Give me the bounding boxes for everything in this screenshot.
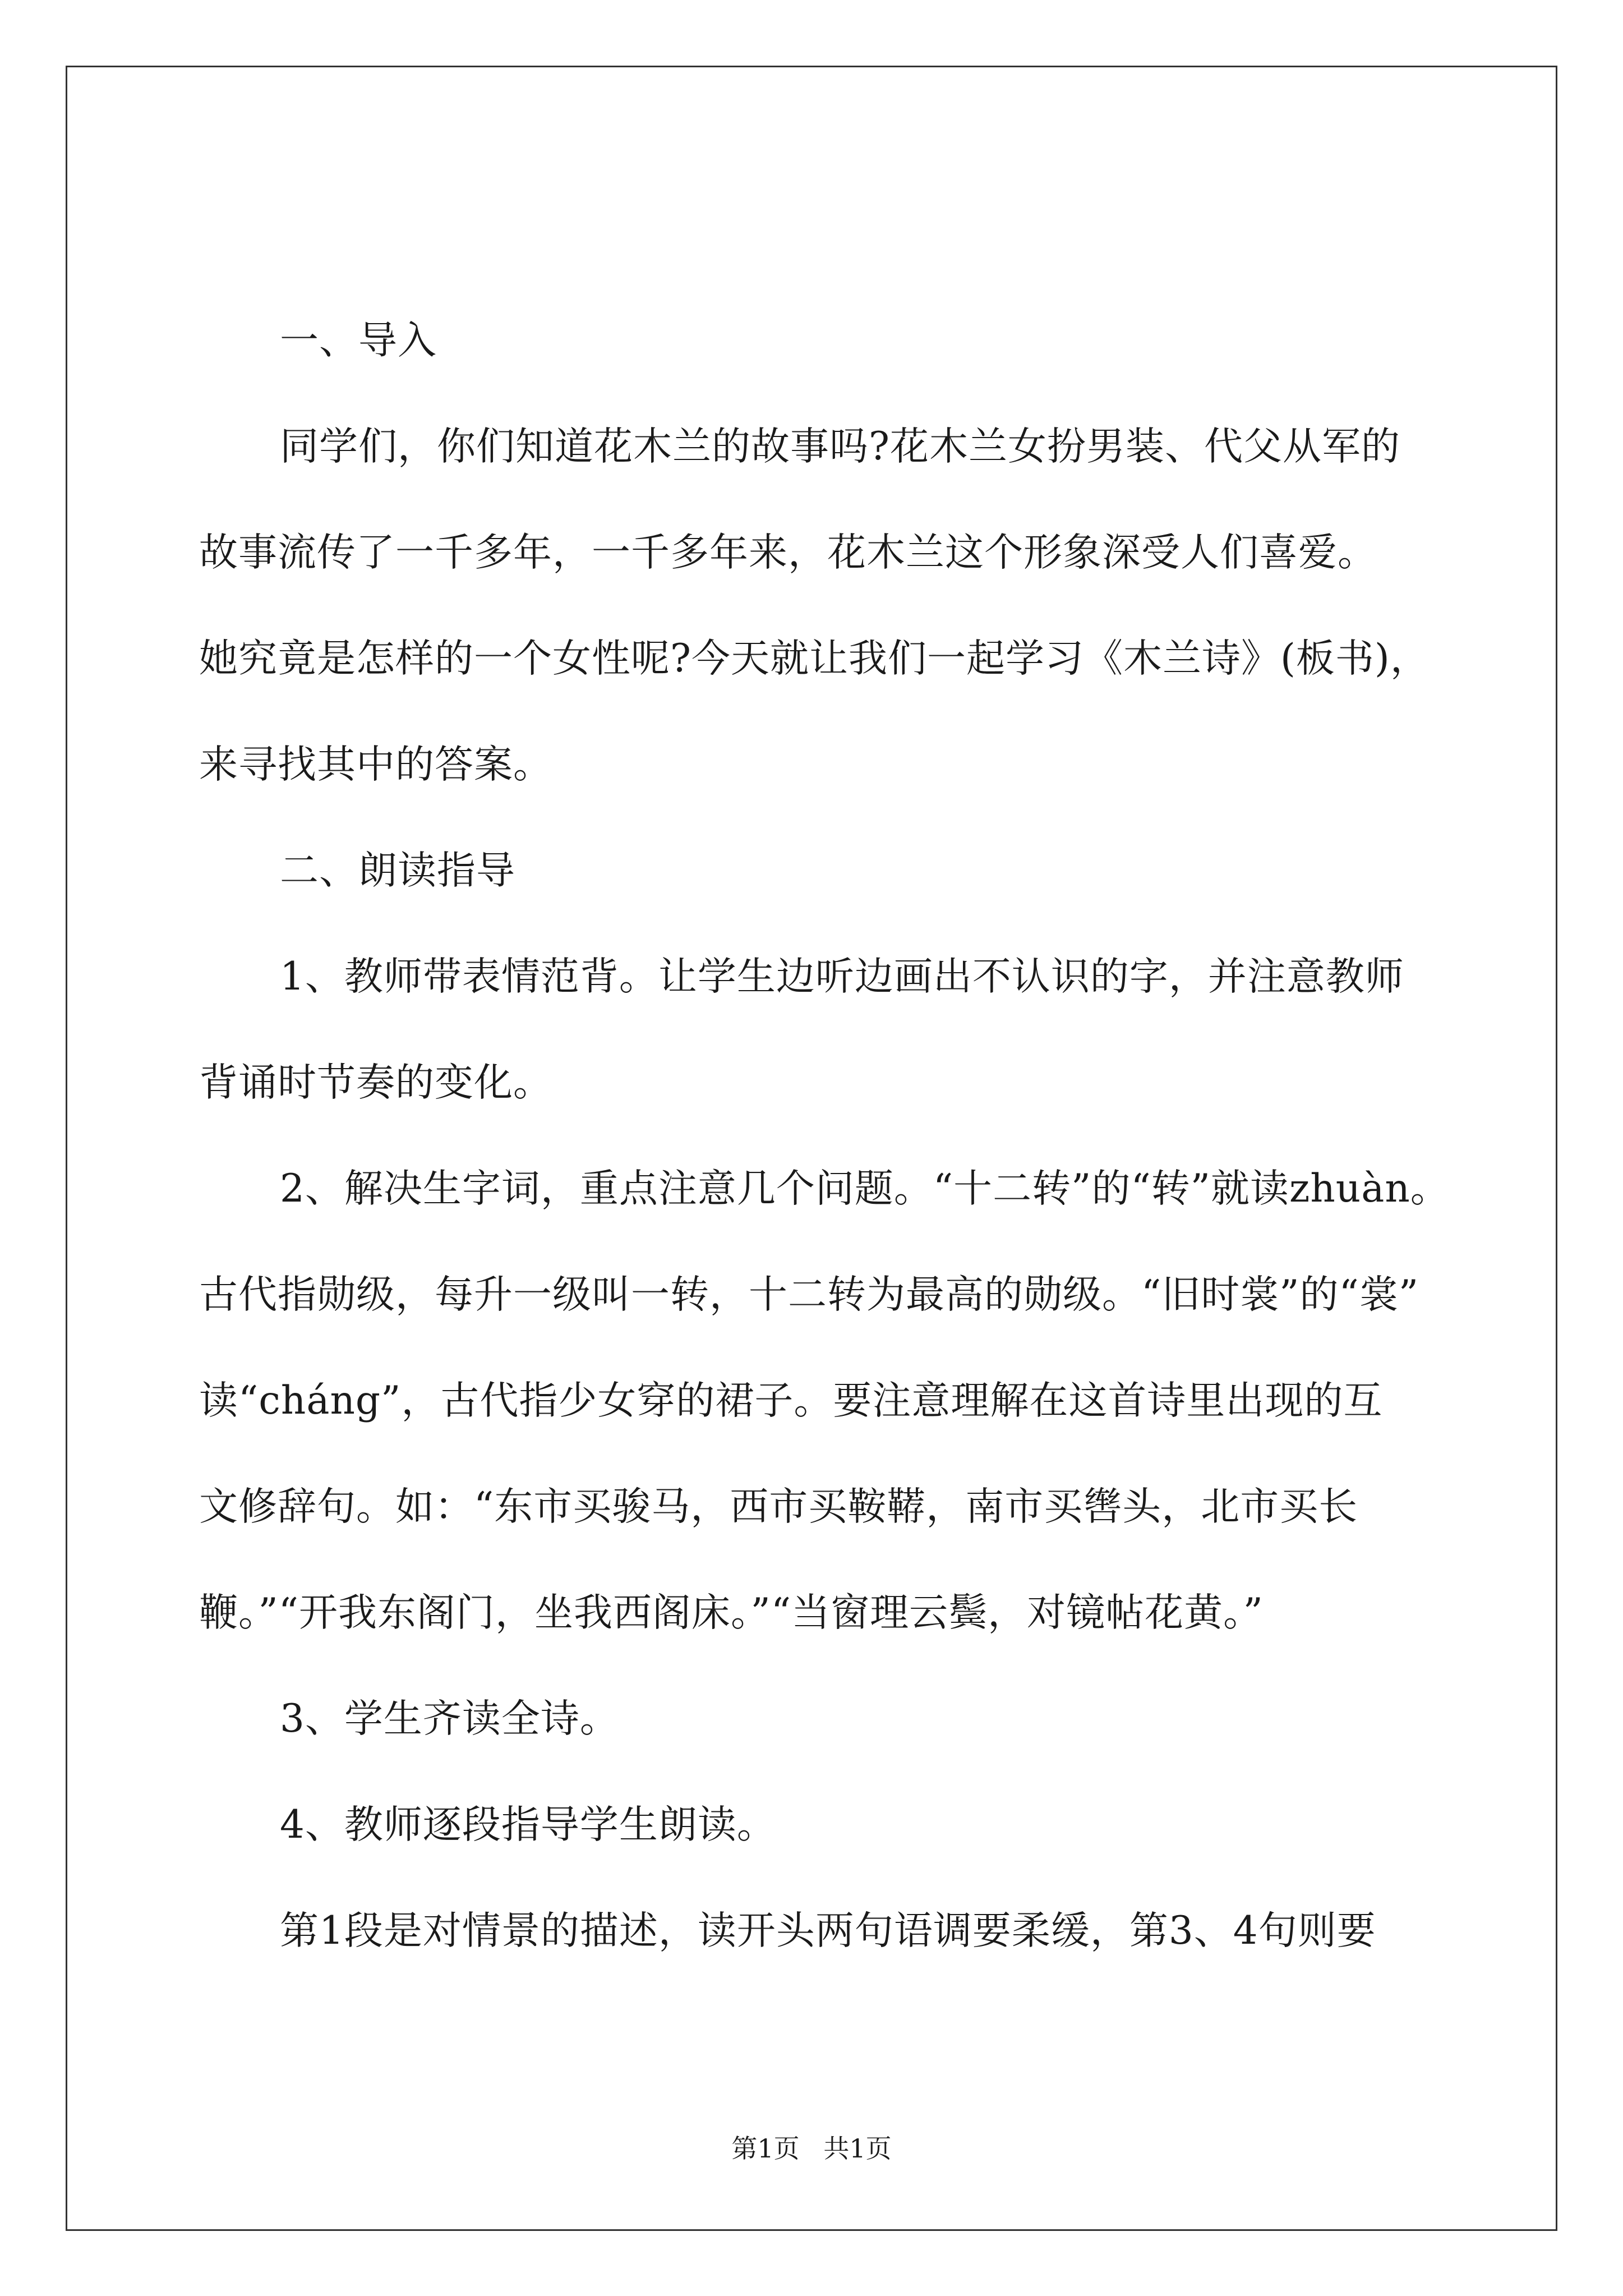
- paragraph-line: 古代指勋级，每升一级叫一转，十二转为最高的勋级。“旧时裳”的“裳”: [199, 1272, 1419, 1317]
- paragraph-line: 4、教师逐段指导学生朗读。: [280, 1802, 776, 1847]
- page-number-total: 共1页: [823, 2133, 892, 2164]
- paragraph-line: 第1段是对情景的描述，读开头两句语调要柔缓，第3、4句则要: [280, 1908, 1376, 1953]
- section-heading-intro: 一、导入: [280, 318, 437, 363]
- paragraph-line: 她究竟是怎样的一个女性呢?今天就让我们一起学习《木兰诗》(板书)，: [199, 636, 1430, 681]
- paragraph-line: 背诵时节奏的变化。: [199, 1060, 552, 1105]
- page-number-current: 第1页: [731, 2133, 800, 2164]
- paragraph-line: 文修辞句。如：“东市买骏马，西市买鞍鞯，南市买辔头，北市买长: [199, 1484, 1358, 1529]
- paragraph-line: 1、教师带表情范背。让学生边听边画出不认识的字，并注意教师: [280, 954, 1404, 999]
- page-footer: [0, 2132, 1623, 2165]
- document-body: [199, 314, 1489, 2010]
- section-heading-reading: 二、朗读指导: [280, 848, 515, 893]
- paragraph-line: 3、学生齐读全诗。: [280, 1696, 619, 1741]
- paragraph-line: 故事流传了一千多年，一千多年来，花木兰这个形象深受人们喜爱。: [199, 530, 1377, 575]
- paragraph-line: 同学们，你们知道花木兰的故事吗?花木兰女扮男装、代父从军的: [280, 424, 1400, 469]
- paragraph-line: 2、解决生字词，重点注意几个问题。“十二转”的“转”就读zhuàn。: [280, 1166, 1450, 1211]
- paragraph-line: 读“cháng”，古代指少女穿的裙子。要注意理解在这首诗里出现的互: [199, 1378, 1383, 1423]
- paragraph-line: 来寻找其中的答案。: [199, 742, 552, 787]
- paragraph-line: 鞭。”“开我东阁门，坐我西阁床。”“当窗理云鬓，对镜帖花黄。”: [199, 1590, 1264, 1635]
